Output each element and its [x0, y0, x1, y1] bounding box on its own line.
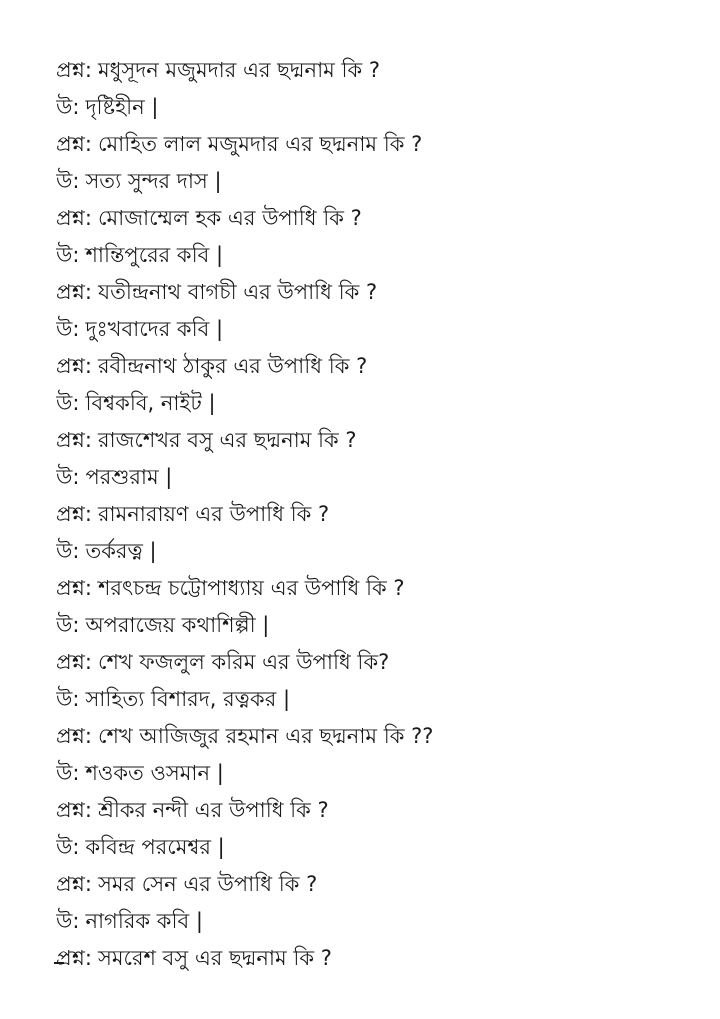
question-text: মোহিত লাল মজুমদার এর ছদ্মনাম কি ? — [97, 132, 423, 156]
answer-text: সত্য সুন্দর দাস | — [85, 169, 222, 193]
answer-line — [56, 607, 696, 644]
question-line — [56, 644, 696, 681]
qa-list — [56, 52, 696, 977]
question-line — [56, 940, 696, 977]
answer-text: বিশ্বকবি, নাইট | — [85, 391, 216, 415]
question-text: শরৎচন্দ্র চট্টোপাধ্যায় এর উপাধি কি ? — [97, 576, 405, 600]
answer-prefix: উ: — [56, 539, 80, 563]
answer-line — [56, 533, 696, 570]
answer-prefix: উ: — [56, 169, 80, 193]
answer-prefix: উ: — [56, 761, 80, 785]
answer-prefix: উ: — [56, 243, 80, 267]
answer-text: তর্করত্ন | — [85, 539, 157, 563]
question-text: শ্রীকর নন্দী এর উপাধি কি ? — [97, 798, 329, 822]
answer-line — [56, 237, 696, 274]
question-prefix: প্রশ্ন: — [56, 58, 92, 82]
question-line — [56, 422, 696, 459]
cut-off-text-fragment — [54, 962, 64, 970]
answer-text: পরশুরাম | — [85, 465, 173, 489]
answer-prefix: উ: — [56, 613, 80, 637]
question-prefix: প্রশ্ন: — [56, 650, 92, 674]
answer-prefix: উ: — [56, 835, 80, 859]
answer-line — [56, 89, 696, 126]
question-prefix: প্রশ্ন: — [56, 798, 92, 822]
answer-line — [56, 311, 696, 348]
question-text: যতীন্দ্রনাথ বাগচী এর উপাধি কি ? — [97, 280, 378, 304]
answer-text: সাহিত্য বিশারদ, রত্নকর | — [85, 687, 291, 711]
question-line — [56, 200, 696, 237]
question-prefix: প্রশ্ন: — [56, 872, 92, 896]
answer-prefix: উ: — [56, 687, 80, 711]
question-prefix: প্রশ্ন: — [56, 428, 92, 452]
question-prefix: প্রশ্ন: — [56, 132, 92, 156]
question-line — [56, 866, 696, 903]
question-line — [56, 570, 696, 607]
question-prefix: প্রশ্ন: — [56, 502, 92, 526]
answer-text: শান্তিপুরের কবি | — [85, 243, 224, 267]
answer-prefix: উ: — [56, 465, 80, 489]
question-line — [56, 718, 696, 755]
question-line — [56, 348, 696, 385]
question-line — [56, 496, 696, 533]
question-line — [56, 126, 696, 163]
question-prefix: প্রশ্ন: — [56, 354, 92, 378]
answer-text: নাগরিক কবি | — [85, 909, 203, 933]
question-text: মোজাম্মেল হক এর উপাধি কি ? — [97, 206, 362, 230]
question-text: শেখ ফজলুল করিম এর উপাধি কি? — [97, 650, 390, 674]
question-prefix: প্রশ্ন: — [56, 946, 92, 970]
answer-line — [56, 385, 696, 422]
question-prefix: প্রশ্ন: — [56, 206, 92, 230]
answer-text: দৃষ্টিহীন | — [85, 95, 159, 119]
answer-line — [56, 459, 696, 496]
question-text: শেখ আজিজুর রহমান এর ছদ্মনাম কি ?? — [97, 724, 434, 748]
question-text: রামনারায়ণ এর উপাধি কি ? — [97, 502, 330, 526]
question-text: রবীন্দ্রনাথ ঠাকুর এর উপাধি কি ? — [97, 354, 368, 378]
question-text: সমরেশ বসু এর ছদ্মনাম কি ? — [97, 946, 332, 970]
question-line — [56, 52, 696, 89]
answer-line — [56, 163, 696, 200]
answer-line — [56, 755, 696, 792]
answer-prefix: উ: — [56, 95, 80, 119]
question-text: সমর সেন এর উপাধি কি ? — [97, 872, 318, 896]
answer-line — [56, 829, 696, 866]
answer-text: দুঃখবাদের কবি | — [85, 317, 224, 341]
question-line — [56, 792, 696, 829]
answer-prefix: উ: — [56, 317, 80, 341]
answer-text: শওকত ওসমান | — [85, 761, 224, 785]
question-prefix: প্রশ্ন: — [56, 724, 92, 748]
question-text: মধুসূদন মজুমদার এর ছদ্মনাম কি ? — [97, 58, 381, 82]
answer-prefix: উ: — [56, 909, 80, 933]
question-line — [56, 274, 696, 311]
question-prefix: প্রশ্ন: — [56, 280, 92, 304]
answer-line — [56, 903, 696, 940]
answer-prefix: উ: — [56, 391, 80, 415]
question-text: রাজশেখর বসু এর ছদ্মনাম কি ? — [97, 428, 357, 452]
answer-text: অপরাজেয় কথাশিল্পী | — [85, 613, 270, 637]
answer-text: কবিন্দ্র পরমেশ্বর | — [85, 835, 225, 859]
question-prefix: প্রশ্ন: — [56, 576, 92, 600]
answer-line — [56, 681, 696, 718]
